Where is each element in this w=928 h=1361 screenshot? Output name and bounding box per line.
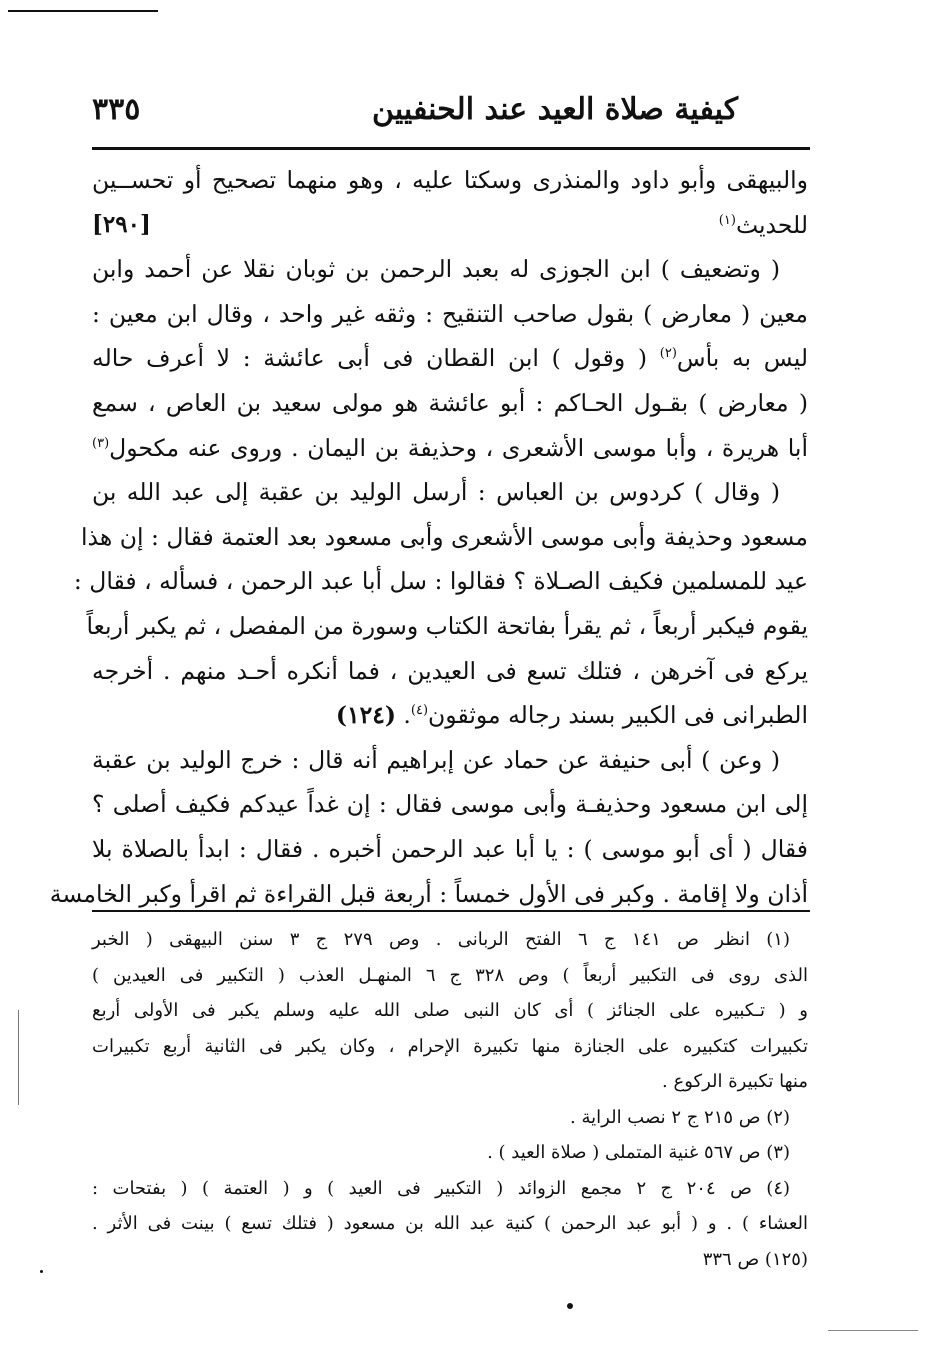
footnote-line: (١) انظر ص ١٤١ ج ٦ الفتح الربانى . وص ٢٧٩ ج ٣ سنن البيهقى ( الخبر xyxy=(92,929,790,950)
text-fragment: الطبرانى فى الكبير بسند رجاله موثقون xyxy=(428,701,808,730)
footnote-rule xyxy=(92,910,810,912)
text-line: الطبرانى فى الكبير بسند رجاله موثقون$^{(٤)}$. (١٢٤) xyxy=(335,701,808,730)
text-line: ( وعن ) أبى حنيفة عن حماد عن إبراهيم أنه قال : خرج الوليد بن عقبة xyxy=(92,745,780,774)
footnote-line: (٣) ص ٥٦٧ غنية المتملى ( صلاة العيد ) . xyxy=(487,1142,790,1163)
footnote-line: العشاء ) . و ( أبو عبد الرحمن ) كنية عبد الله بن مسعود ( فتلك تسع ) بينت فى الأثر . xyxy=(92,1213,808,1234)
page-header xyxy=(92,92,808,144)
footnote-line: تكبيرات كتكبيره على الجنازة منها تكبيرة الإحرام ، وكان يكبر فى الثانية أربع تكبيرات xyxy=(92,1035,809,1057)
page-number: ٣٣٥ xyxy=(92,92,141,127)
footnote-ref: (٤) xyxy=(410,703,429,719)
text-line: مسعود وحذيفة وأبى موسى الأشعرى وأبى مسعود بعد العتمة فقال : إن هذا xyxy=(80,522,808,551)
text-fragment: ( وقول ) ابن القطان فى أبى عائشة : لا أعرف حاله xyxy=(92,344,648,373)
text-fragment: أبا هريرة ، وأبا موسى الأشعرى ، وحذيفة بن اليمان . وروى عنه مكحول xyxy=(109,433,808,462)
running-title: كيفية صلاة العيد عند الحنفيين xyxy=(372,92,738,127)
footnote-line: (١٢٥) ص ٣٣٦ xyxy=(702,1248,808,1270)
footnote-line: (٤) ص ٢٠٤ ج ٢ مجمع الزوائد ( التكبير فى العيد ) و ( العتمة ) ( بفتحات : xyxy=(92,1177,791,1199)
ink-speck xyxy=(40,1270,43,1273)
main-text xyxy=(49,158,808,916)
text-line: يقوم فيكبر أربعاً ، ثم يقرأ بفاتحة الكتاب وسورة من المفصل ، ثم يكبر أربعاً xyxy=(86,611,808,640)
footnote-line: (٢) ص ٢١٥ ج ٢ نصب الراية . xyxy=(570,1106,790,1128)
text-line: فقال ( أى أبو موسى ) : يا أبا عبد الرحمن أخبره . فقال : ابدأ بالصلاة بلا xyxy=(92,834,808,863)
bottom-rule xyxy=(828,1330,918,1331)
text-fragment: للحديث xyxy=(735,210,808,239)
footnote-line: الذى روى فى التكبير أربعاً ) وص ٣٢٨ ج ٦ المنهـل العذب ( التكبير فى العيدين ) xyxy=(92,964,808,986)
footnote-ref: (٢) xyxy=(659,346,677,362)
text-line: عيد للمسلمين فكيف الصـلاة ؟ فقالوا : سل أبا عبد الرحمن ، فسأله ، فقال : xyxy=(73,567,808,596)
margin-mark xyxy=(18,1010,19,1105)
text-line xyxy=(92,336,808,381)
top-rule xyxy=(8,10,158,12)
text-line: يركع فى آخرهن ، فتلك تسع فى العيدين ، فما أنكره أحـد منهم . أخرجه xyxy=(92,656,808,685)
text-line: والبيهقى وأبو داود والمنذرى وسكتا عليه ، وهو منهما تصحيح أو تحســين xyxy=(92,166,808,194)
text-line xyxy=(92,203,808,248)
text-line: إلى ابن مسعود وحذيفـة وأبى موسى فقال : إن غداً عيدكم فكيف أصلى ؟ xyxy=(92,790,808,819)
hadith-number: (١٢٤) xyxy=(335,701,396,730)
header-rule xyxy=(92,147,810,150)
text-line: ( وتضعيف ) ابن الجوزى له بعبد الرحمن بن ثوبان نقلا عن أحمد وابن xyxy=(92,255,780,284)
page-marker: [٢٩٠] xyxy=(92,210,151,238)
text-line xyxy=(92,426,808,471)
footnote-ref: (١) xyxy=(718,212,736,228)
footnote-ref: (٣) xyxy=(92,435,110,451)
text-line: معين ( معارض ) بقول صاحب التنقيح : وثقه غير واحد ، وقال ابن معين : xyxy=(92,299,808,328)
text-line: ( وقال ) كردوس بن العباس : أرسل الوليد بن عقبة إلى عبد الله بن xyxy=(92,478,780,507)
footnote-line: و ( تـكبيره على الجنائز ) أى كان النبى صلى الله عليه وسلم يكبر فى الأولى أربع xyxy=(92,1000,808,1021)
footnotes xyxy=(92,922,808,1277)
text-line: ( معارض ) بقـول الحـاكم : أبو عائشة هو مولى سعيد بن العاص ، سمع xyxy=(92,388,808,417)
footnote-line: منها تكبيرة الركوع . xyxy=(662,1071,808,1092)
text-line: أذان ولا إقامة . وكبر فى الأول خمساً : أربعة قبل القراءة ثم اقرأ وكبر الخامسة xyxy=(49,879,808,908)
text-fragment: ليس به بأس xyxy=(676,344,808,373)
ink-speck xyxy=(567,1303,573,1309)
